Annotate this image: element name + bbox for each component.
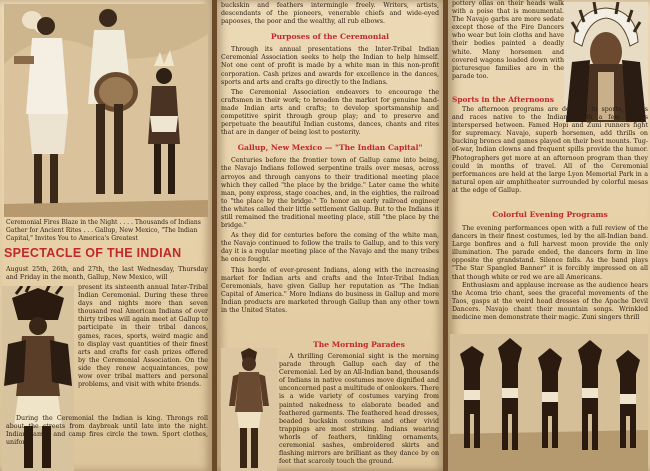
indian-is-king-paragraph: During the Ceremonial the Indian is king. Throngs roll about the streets from daybreak until late into the night. Indian camps and camp fires circle the town. Sport clothes, uniform, bbox=[6, 415, 208, 447]
ceremonial-description: present its sixteenth annual Inter-Tribal Indian Ceremonial. During these three days and nights more than seven thousand real American Indians of over thirty tribes will again meet at Gallup to participate in their tribal dances, games, races, sports, weird magic and to display vast quantities of their finest arts and crafts for cash prizes offered by the Ceremonial Association. On the side they renew acquaintances, pow wow over tribal matters and personal problems, and visit with white friends. bbox=[78, 284, 208, 389]
evening-section bbox=[452, 225, 648, 322]
parade-continued-paragraph: pottery ollas on their heads walk with a poise that is monumental. The Navajo garbs are more sedate except those of the Fire Dancers who wear but loin cloths and have their bodies painted a deadly white. Many horsemen and covered wagons loaded down with picturesque families are in the parade too. bbox=[452, 0, 564, 80]
sports-paragraph: The afternoon programs are devoted to sports, games and races native to the Indians, with a few dances interspersed between. Famed Hopi and Zuni runners fight for supremacy. Navajo, superb horsemen, add thrills on bucking broncs and games played on their best mounts. Tug-of-war, Indian clowns and frequent spills provide the humor. Photographers get more at an afternoon program than they could in months of travel. All of the Ceremonial performances are held at the large Lyon Memorial Park in a natural open air amphitheater surrounded by colorful mesas at the edge of Gallup. bbox=[452, 106, 648, 194]
evening-paragraph-1: The evening performances open with a full review of the dancers in their finest costumes, led by the all-Indian band. Large bonfires and a full harvest moon provide the only illumination. The parade ended, the dancers form in line opposite the grandstand. Silence falls. As the band plays "The Star Spangled Banner" it is forcibly impressed on all that though white or red we are all Americans. bbox=[452, 225, 648, 281]
brochure-panel-left bbox=[0, 0, 212, 471]
purposes-paragraph-1: Through its annual presentations the Inter-Tribal Indian Ceremonial Association seeks to help the Indian to help himself. Not one cent of profit is made by a white man in this non-profit corporation. Cash prizes and awards for excellence in the dances, sports and arts and crafts go directly to the Indians. bbox=[221, 46, 439, 86]
parade-paragraph: A thrilling Ceremonial sight is the morning parade through Gallup each day of the Ceremonial. Led by an All-Indian band, thousands of Indians in native costumes move dignified and unconcerned past a multitude of onlookers. There is a wide variety of costumes varying from painted nakedness to elaborate beaded and feathered garments. The feathered head dresses, beaded buckskin costumes and other vivid trappings are most striking. Indians wearing whorls of feathers, tinkling ornaments, ceremonial sashes, embroidered skirts and flashing mirrors are brilliant as they dance by on feet that scarcely touch the ground. bbox=[279, 353, 439, 466]
morning-parades-section bbox=[279, 340, 439, 466]
intro-paragraph: August 25th, 26th, and 27th, the last Wednesday, Thursday and Friday in the month, Gallup, New Mexico, will bbox=[6, 266, 208, 282]
heading-morning-parades: The Morning Parades bbox=[313, 340, 405, 349]
heading-indian-capital: Gallup, New Mexico — "The Indian Capital" bbox=[237, 143, 423, 153]
brochure-title: SPECTACLE OF THE INDIAN bbox=[4, 246, 182, 260]
capital-paragraph-3: This horde of ever-present Indians, along with the increasing market for Indian arts and crafts and the Inter-Tribal Indian Ceremonials, have given Gallup her reputation as "The Indian Capital of America." More Indians do business in Gallup and more Indian products are marketed through Gallup than any other town in the United States. bbox=[221, 266, 439, 314]
masked-dancers-photo bbox=[450, 334, 648, 471]
standing-indian-photo bbox=[221, 348, 277, 471]
chief-portrait-photo bbox=[564, 2, 648, 122]
heading-evening-programs: Colorful Evening Programs bbox=[492, 210, 608, 219]
evening-paragraph-2: Enthusiasm and applause increase as the audience hears the Acoma trio chant, sees the graceful movements of the Taos, gasps at the weird head dresses of the Apache Devil Dancers. Navajo chant their mountain songs. Wrinkled medicine men demonstrate their magic. Zuni singers thrill bbox=[452, 281, 648, 322]
purposes-paragraph-2: The Ceremonial Association endeavors to encourage the craftsmen in their work; to broaden the market for genuine hand-made Indian arts and crafts; to develop sportsmanship and competitive spirit through group play; and to preserve and perpetuate the beautiful Indian customs, dances, chants and rites that are in danger of being lost to posterity. bbox=[221, 88, 439, 137]
capital-paragraph-2: As they did for centuries before the coming of the white man, the Navajo continued to follow the trails to Gallup, and to this very day it is a regular meeting place of the Navajo and the many tribes he once fought. bbox=[221, 232, 439, 264]
brochure-panel-right bbox=[448, 0, 650, 471]
musicians-photo bbox=[4, 4, 208, 217]
middle-column bbox=[221, 2, 439, 317]
heading-sports: Sports in the Afternoons bbox=[452, 95, 554, 104]
capital-paragraph-1: Centuries before the frontier town of Gallup came into being, the Navajo Indians followed serpentine trails over mesas, across arroyos and through canyons to their traditional meeting place which they called "the place by the bridge." Later came the white man, pony express, stage coaches, and, in the eighties, the railroad to "the place by the bridge." To honor an early railroad engineer the whites called their little settlement Gallup. But to the Indians it still remained the traditional meeting place, still "the place by the bridge." bbox=[221, 157, 439, 230]
brochure-panel-middle bbox=[217, 0, 443, 471]
continued-paragraph: buckskin and feathers intermingle freely. Writers, artists, descendants of the pioneers, venerable chiefs and wide-eyed papooses, the poor and the wealthy, all rub elbows. bbox=[221, 2, 439, 26]
heading-purposes: Purposes of the Ceremonial bbox=[270, 32, 390, 42]
photo-caption: Ceremonial Fires Blaze in the Night . . . . Thousands of Indians Gather for Ancient Rites . . . Gallup, New Mexico, "The Indian Capital," Invites You to America's Greatest bbox=[6, 219, 201, 242]
